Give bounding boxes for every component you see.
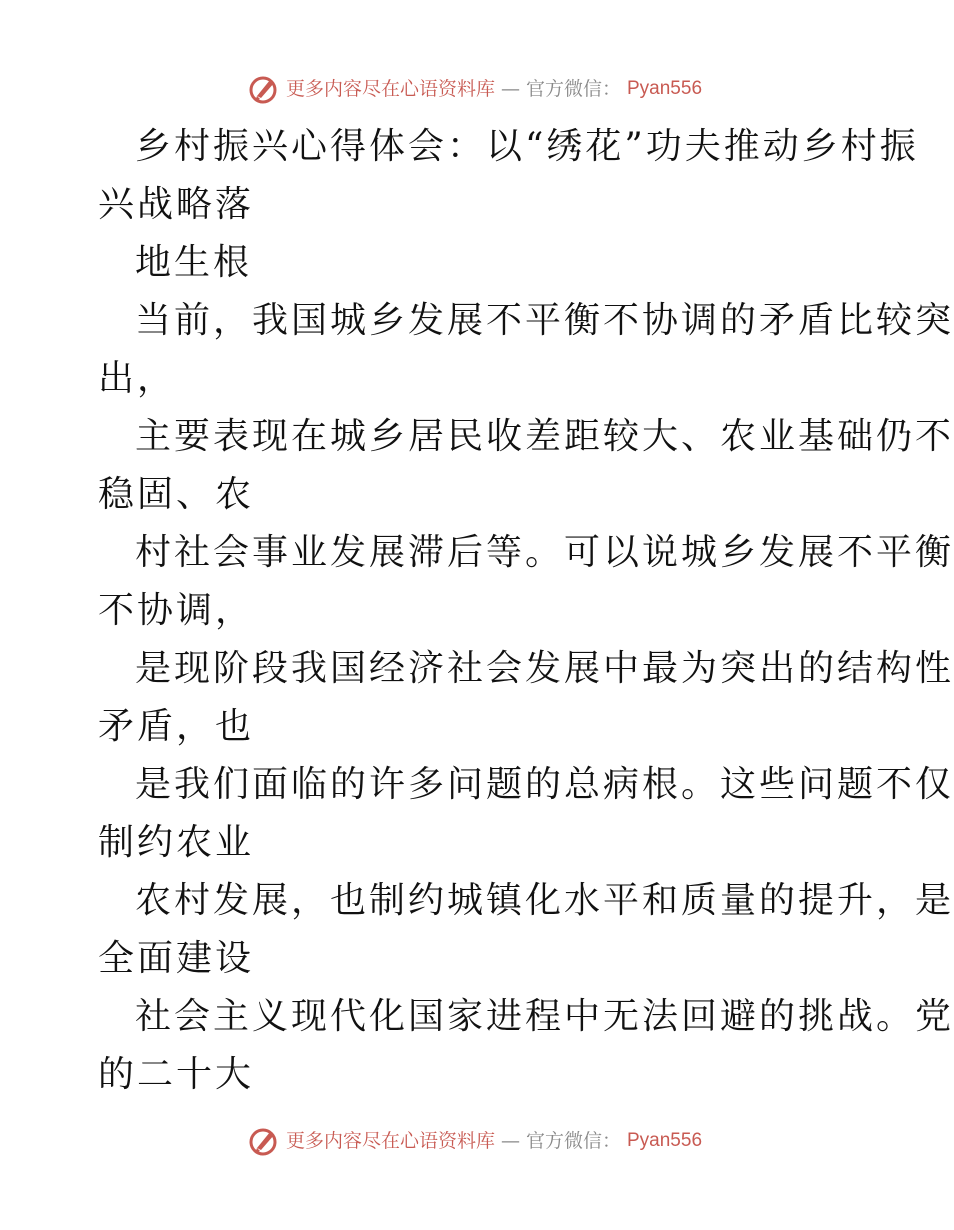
text-line: 主要表现在城乡居民收差距较大、农业基础仍不 <box>135 416 954 457</box>
text-line: 稳固、农 <box>98 474 255 515</box>
logo-icon <box>248 1126 280 1156</box>
text-line: 矛盾，也 <box>98 706 255 747</box>
text-line: 是我们面临的许多问题的总病根。这些问题不仅 <box>135 764 954 805</box>
text-line: 地生根 <box>135 242 253 283</box>
watermark-label: 官方微信： <box>525 1130 621 1152</box>
text-line: 制约农业 <box>98 822 255 863</box>
text-line: 社会主义现代化国家进程中无法回避的挑战。党 <box>135 996 954 1037</box>
text-line: 全面建设 <box>98 938 255 979</box>
watermark-main-text: 更多内容尽在心语资料库 <box>285 78 495 100</box>
footer-watermark <box>0 1126 950 1156</box>
text-line: 不协调， <box>98 590 255 631</box>
watermark-separator: — <box>500 1130 520 1152</box>
watermark-main-text: 更多内容尽在心语资料库 <box>285 1130 495 1152</box>
header-watermark <box>0 74 950 104</box>
watermark-label: 官方微信： <box>525 78 621 100</box>
text-line: 村社会事业发展滞后等。可以说城乡发展不平衡 <box>135 532 954 573</box>
text-line: 出， <box>98 358 177 399</box>
text-line: 的二十大 <box>98 1054 255 1095</box>
text-line: 当前，我国城乡发展不平衡不协调的矛盾比较突 <box>135 300 954 341</box>
logo-icon <box>248 74 280 104</box>
watermark-wechat-id: Pyan556 <box>627 1130 703 1151</box>
watermark-wechat-id: Pyan556 <box>627 78 703 99</box>
watermark-separator: — <box>500 78 520 100</box>
text-line: 农村发展，也制约城镇化水平和质量的提升，是 <box>135 880 954 921</box>
text-line: 是现阶段我国经济社会发展中最为突出的结构性 <box>135 648 954 689</box>
document-body <box>98 118 954 1104</box>
text-line: 兴战略落 <box>98 184 255 225</box>
text-line: 乡村振兴心得体会：以“绣花”功夫推动乡村振 <box>135 126 919 167</box>
